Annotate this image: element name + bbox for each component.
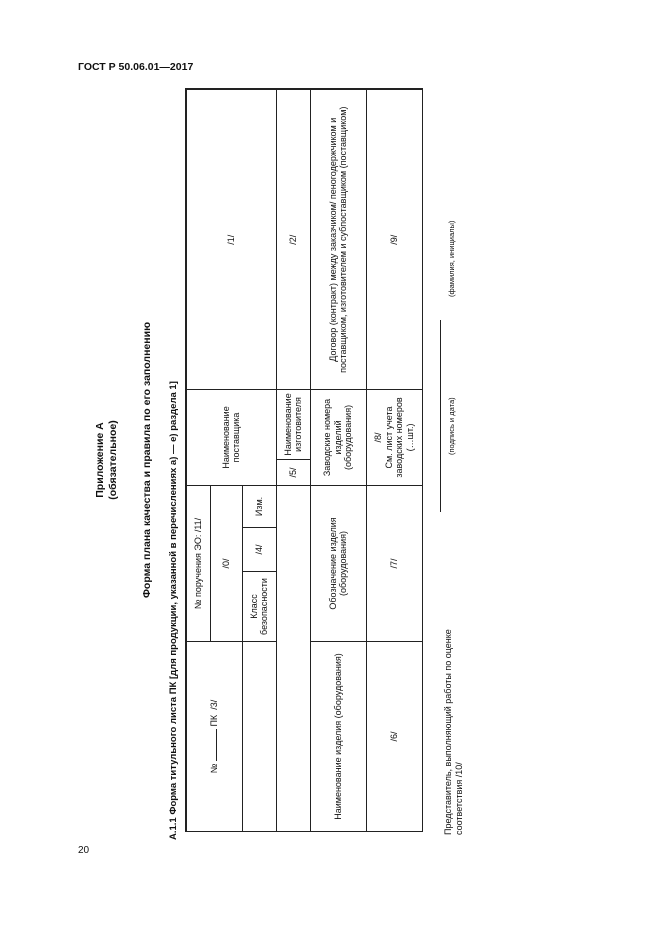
cell-2: /2/ [276, 89, 310, 389]
serial-sheet-note: См. лист учета заводских номеров (…шт.) [383, 397, 415, 478]
representative-label-1: Представитель, выполняющий работы по оценке [443, 629, 453, 835]
title-sheet-table [185, 88, 423, 832]
pk-label: ПК [209, 714, 219, 727]
cell-0: /0/ [210, 485, 242, 641]
contract-cell: Договор (контракт) между заказчиком/ пеногодержчиком и поставщиком, изготовителем и субпоставщиком (поставщиком) [310, 89, 366, 389]
empty-cell [242, 642, 276, 832]
pk-number-blank [216, 729, 217, 761]
supplier-name-cell: Наименование поставщика [186, 389, 276, 485]
no-label: № [209, 763, 219, 774]
cell-4: /4/ [242, 528, 276, 572]
appendix-title: Приложение А [94, 422, 106, 498]
serial-numbers-cell: Заводские номера изделий (оборудования) [310, 389, 366, 485]
change-cell: Изм. [242, 485, 276, 527]
section-title: А.1.1 Форма титульного листа ПК [для продукции, указанной в перечислениях а) — е) раздела 1] [168, 381, 179, 840]
cell-8: /8/ [373, 432, 383, 443]
cell-1: /1/ [186, 89, 276, 389]
representative-label-2: соответствия /10/ [454, 762, 464, 835]
signature-line [440, 320, 441, 512]
cell-7: /7/ [366, 485, 422, 641]
safety-class-cell: Класс безопасности [242, 572, 276, 642]
sign-date-caption: (подпись и дата) [447, 397, 456, 455]
eo-order-cell: № поручения ЭО: /11/ [186, 485, 210, 641]
name-initials-caption: (фамилия, инициалы) [447, 220, 456, 297]
page-number: 20 [78, 845, 90, 856]
document-header: ГОСТ Р 50.06.01—2017 [78, 61, 194, 73]
product-name-cell: Наименование изделия (оборудования) [310, 642, 366, 832]
product-designation-cell: Обозначение изделия (оборудования) [310, 485, 366, 641]
empty-cell [276, 485, 310, 831]
appendix-note: (обязательное) [107, 420, 119, 500]
cell-3: /3/ [209, 699, 219, 710]
rotated-content [88, 80, 568, 840]
form-title: Форма плана качества и правила по его заполнению [141, 321, 153, 599]
pk-number-cell [186, 642, 242, 832]
cell-5: /5/ [276, 459, 310, 485]
serial-sheet-cell [366, 389, 422, 485]
cell-9: /9/ [366, 89, 422, 389]
cell-6: /6/ [366, 642, 422, 832]
manufacturer-name-cell: Наименование изготовителя [276, 389, 310, 459]
